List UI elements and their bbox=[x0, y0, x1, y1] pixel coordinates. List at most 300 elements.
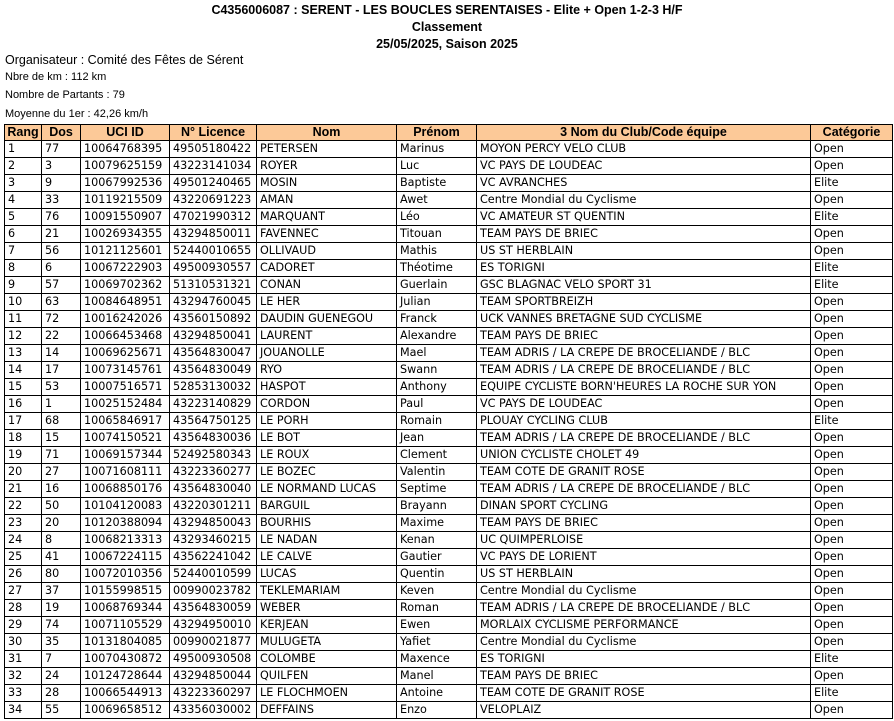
col-header-prenom: Prénom bbox=[397, 125, 477, 141]
cell-uci-id: 10016242026 bbox=[81, 311, 170, 328]
cell-club: MOYON PERCY VELO CLUB bbox=[477, 141, 811, 158]
cell-nom: BARGUIL bbox=[257, 498, 397, 515]
cell-club: ES TORIGNI bbox=[477, 651, 811, 668]
organisateur-text: Organisateur : Comité des Fêtes de Sérent bbox=[5, 53, 244, 67]
cell-club: UC QUIMPERLOISE bbox=[477, 532, 811, 549]
cell-uci-id: 10007516571 bbox=[81, 379, 170, 396]
date-season: 25/05/2025, Saison 2025 bbox=[376, 37, 518, 51]
cell-prenom: Clement bbox=[397, 447, 477, 464]
cell-uci-id: 10067224115 bbox=[81, 549, 170, 566]
cell-licence: 47021990312 bbox=[170, 209, 257, 226]
col-header-dos: Dos bbox=[42, 125, 81, 141]
cell-licence: 49505180422 bbox=[170, 141, 257, 158]
cell-rang: 7 bbox=[5, 243, 42, 260]
cell-dos: 16 bbox=[42, 481, 81, 498]
cell-nom: MARQUANT bbox=[257, 209, 397, 226]
cell-nom: FAVENNEC bbox=[257, 226, 397, 243]
cell-prenom: Antoine bbox=[397, 685, 477, 702]
cell-dos: 33 bbox=[42, 192, 81, 209]
cell-licence: 43220691223 bbox=[170, 192, 257, 209]
table-row bbox=[5, 158, 893, 175]
cell-rang: 13 bbox=[5, 345, 42, 362]
cell-prenom: Enzo bbox=[397, 702, 477, 719]
cell-nom: ROYER bbox=[257, 158, 397, 175]
cell-dos: 74 bbox=[42, 617, 81, 634]
cell-uci-id: 10091550907 bbox=[81, 209, 170, 226]
cell-club: US ST HERBLAIN bbox=[477, 566, 811, 583]
cell-rang: 25 bbox=[5, 549, 42, 566]
cell-nom: LE NORMAND LUCAS bbox=[257, 481, 397, 498]
table-row bbox=[5, 566, 893, 583]
cell-nom: KERJEAN bbox=[257, 617, 397, 634]
table-row bbox=[5, 345, 893, 362]
table-row bbox=[5, 447, 893, 464]
cell-uci-id: 10120388094 bbox=[81, 515, 170, 532]
cell-categorie: Open bbox=[811, 430, 893, 447]
cell-nom: COLOMBE bbox=[257, 651, 397, 668]
cell-rang: 30 bbox=[5, 634, 42, 651]
table-row bbox=[5, 430, 893, 447]
cell-categorie: Open bbox=[811, 464, 893, 481]
cell-licence: 43356030002 bbox=[170, 702, 257, 719]
table-row bbox=[5, 175, 893, 192]
cell-categorie: Open bbox=[811, 498, 893, 515]
cell-categorie: Elite bbox=[811, 175, 893, 192]
cell-uci-id: 10067992536 bbox=[81, 175, 170, 192]
cell-dos: 57 bbox=[42, 277, 81, 294]
cell-rang: 9 bbox=[5, 277, 42, 294]
col-header-club: 3 Nom du Club/Code équipe bbox=[477, 125, 811, 141]
cell-club: TEAM ADRIS / LA CREPE DE BROCELIANDE / BLC bbox=[477, 481, 811, 498]
cell-nom: CORDON bbox=[257, 396, 397, 413]
cell-club: UCK VANNES BRETAGNE SUD CYCLISME bbox=[477, 311, 811, 328]
cell-prenom: Luc bbox=[397, 158, 477, 175]
cell-dos: 50 bbox=[42, 498, 81, 515]
col-header-nom: Nom bbox=[257, 125, 397, 141]
cell-dos: 28 bbox=[42, 685, 81, 702]
cell-nom: LE PORH bbox=[257, 413, 397, 430]
cell-rang: 2 bbox=[5, 158, 42, 175]
cell-categorie: Open bbox=[811, 379, 893, 396]
cell-rang: 5 bbox=[5, 209, 42, 226]
cell-rang: 4 bbox=[5, 192, 42, 209]
cell-categorie: Open bbox=[811, 226, 893, 243]
cell-nom: OLLIVAUD bbox=[257, 243, 397, 260]
table-row bbox=[5, 549, 893, 566]
cell-dos: 68 bbox=[42, 413, 81, 430]
cell-prenom: Théotime bbox=[397, 260, 477, 277]
cell-dos: 3 bbox=[42, 158, 81, 175]
cell-uci-id: 10025152484 bbox=[81, 396, 170, 413]
cell-club: ES TORIGNI bbox=[477, 260, 811, 277]
cell-licence: 52440010599 bbox=[170, 566, 257, 583]
col-header-uci-id: UCI ID bbox=[81, 125, 170, 141]
table-row bbox=[5, 583, 893, 600]
table-row bbox=[5, 362, 893, 379]
cell-uci-id: 10064768395 bbox=[81, 141, 170, 158]
cell-uci-id: 10074150521 bbox=[81, 430, 170, 447]
cell-dos: 37 bbox=[42, 583, 81, 600]
table-row bbox=[5, 328, 893, 345]
cell-rang: 3 bbox=[5, 175, 42, 192]
table-row bbox=[5, 651, 893, 668]
cell-rang: 34 bbox=[5, 702, 42, 719]
cell-prenom: Septime bbox=[397, 481, 477, 498]
cell-club: UNION CYCLISTE CHOLET 49 bbox=[477, 447, 811, 464]
cell-club: TEAM ADRIS / LA CREPE DE BROCELIANDE / BLC bbox=[477, 430, 811, 447]
cell-categorie: Open bbox=[811, 532, 893, 549]
cell-club: TEAM COTE DE GRANIT ROSE bbox=[477, 685, 811, 702]
cell-nom: MULUGETA bbox=[257, 634, 397, 651]
cell-nom: HASPOT bbox=[257, 379, 397, 396]
cell-club: GSC BLAGNAC VELO SPORT 31 bbox=[477, 277, 811, 294]
cell-nom: LUCAS bbox=[257, 566, 397, 583]
cell-club: TEAM PAYS DE BRIEC bbox=[477, 515, 811, 532]
cell-uci-id: 10066544913 bbox=[81, 685, 170, 702]
cell-rang: 11 bbox=[5, 311, 42, 328]
cell-licence: 43564830036 bbox=[170, 430, 257, 447]
cell-categorie: Open bbox=[811, 481, 893, 498]
cell-uci-id: 10069658512 bbox=[81, 702, 170, 719]
cell-nom: CONAN bbox=[257, 277, 397, 294]
cell-licence: 49500930508 bbox=[170, 651, 257, 668]
cell-rang: 20 bbox=[5, 464, 42, 481]
cell-dos: 20 bbox=[42, 515, 81, 532]
cell-licence: 43294850041 bbox=[170, 328, 257, 345]
cell-licence: 00990021877 bbox=[170, 634, 257, 651]
table-row bbox=[5, 311, 893, 328]
cell-categorie: Open bbox=[811, 566, 893, 583]
table-row bbox=[5, 464, 893, 481]
cell-club: TEAM COTE DE GRANIT ROSE bbox=[477, 464, 811, 481]
cell-dos: 19 bbox=[42, 600, 81, 617]
table-row bbox=[5, 209, 893, 226]
cell-licence: 43293460215 bbox=[170, 532, 257, 549]
cell-nom: WEBER bbox=[257, 600, 397, 617]
cell-rang: 31 bbox=[5, 651, 42, 668]
cell-dos: 27 bbox=[42, 464, 81, 481]
table-row bbox=[5, 702, 893, 719]
cell-categorie: Open bbox=[811, 600, 893, 617]
cell-categorie: Open bbox=[811, 362, 893, 379]
cell-licence: 43564830059 bbox=[170, 600, 257, 617]
cell-prenom: Roman bbox=[397, 600, 477, 617]
cell-prenom: Valentin bbox=[397, 464, 477, 481]
cell-categorie: Open bbox=[811, 345, 893, 362]
cell-nom: LE BOZEC bbox=[257, 464, 397, 481]
cell-dos: 24 bbox=[42, 668, 81, 685]
cell-licence: 43562241042 bbox=[170, 549, 257, 566]
cell-prenom: Léo bbox=[397, 209, 477, 226]
cell-dos: 8 bbox=[42, 532, 81, 549]
cell-categorie: Elite bbox=[811, 260, 893, 277]
cell-categorie: Elite bbox=[811, 685, 893, 702]
cell-uci-id: 10065846917 bbox=[81, 413, 170, 430]
cell-categorie: Elite bbox=[811, 209, 893, 226]
cell-club: Centre Mondial du Cyclisme bbox=[477, 583, 811, 600]
table-row bbox=[5, 685, 893, 702]
cell-dos: 56 bbox=[42, 243, 81, 260]
cell-dos: 72 bbox=[42, 311, 81, 328]
table-row bbox=[5, 294, 893, 311]
cell-nom: DEFFAINS bbox=[257, 702, 397, 719]
table-row bbox=[5, 413, 893, 430]
cell-rang: 18 bbox=[5, 430, 42, 447]
table-row bbox=[5, 481, 893, 498]
cell-categorie: Open bbox=[811, 294, 893, 311]
cell-licence: 43294950010 bbox=[170, 617, 257, 634]
cell-uci-id: 10073145761 bbox=[81, 362, 170, 379]
cell-licence: 43223140829 bbox=[170, 396, 257, 413]
cell-licence: 51310531321 bbox=[170, 277, 257, 294]
cell-licence: 43294760045 bbox=[170, 294, 257, 311]
table-row bbox=[5, 243, 893, 260]
cell-club: TEAM PAYS DE BRIEC bbox=[477, 328, 811, 345]
cell-dos: 35 bbox=[42, 634, 81, 651]
cell-licence: 43564830040 bbox=[170, 481, 257, 498]
cell-dos: 21 bbox=[42, 226, 81, 243]
col-header-rang: Rang bbox=[5, 125, 42, 141]
cell-uci-id: 10104120083 bbox=[81, 498, 170, 515]
cell-uci-id: 10066453468 bbox=[81, 328, 170, 345]
cell-rang: 22 bbox=[5, 498, 42, 515]
cell-categorie: Elite bbox=[811, 651, 893, 668]
cell-rang: 23 bbox=[5, 515, 42, 532]
cell-uci-id: 10124728644 bbox=[81, 668, 170, 685]
table-row bbox=[5, 226, 893, 243]
cell-prenom: Quentin bbox=[397, 566, 477, 583]
cell-prenom: Paul bbox=[397, 396, 477, 413]
cell-uci-id: 10069702362 bbox=[81, 277, 170, 294]
cell-dos: 22 bbox=[42, 328, 81, 345]
cell-uci-id: 10121125601 bbox=[81, 243, 170, 260]
cell-nom: DAUDIN GUENEGOU bbox=[257, 311, 397, 328]
cell-rang: 26 bbox=[5, 566, 42, 583]
cell-rang: 15 bbox=[5, 379, 42, 396]
table-row bbox=[5, 396, 893, 413]
cell-prenom: Alexandre bbox=[397, 328, 477, 345]
cell-club: US ST HERBLAIN bbox=[477, 243, 811, 260]
cell-prenom: Franck bbox=[397, 311, 477, 328]
table-row bbox=[5, 498, 893, 515]
cell-club: VC AVRANCHES bbox=[477, 175, 811, 192]
classement-subtitle: Classement bbox=[411, 20, 483, 34]
cell-nom: LE BOT bbox=[257, 430, 397, 447]
cell-nom: JOUANOLLE bbox=[257, 345, 397, 362]
cell-nom: PETERSEN bbox=[257, 141, 397, 158]
cell-rang: 24 bbox=[5, 532, 42, 549]
cell-uci-id: 10026934355 bbox=[81, 226, 170, 243]
cell-categorie: Open bbox=[811, 158, 893, 175]
cell-prenom: Anthony bbox=[397, 379, 477, 396]
cell-dos: 14 bbox=[42, 345, 81, 362]
cell-prenom: Maxime bbox=[397, 515, 477, 532]
cell-prenom: Gautier bbox=[397, 549, 477, 566]
cell-prenom: Mael bbox=[397, 345, 477, 362]
cell-uci-id: 10071608111 bbox=[81, 464, 170, 481]
cell-categorie: Open bbox=[811, 634, 893, 651]
cell-club: VC PAYS DE LORIENT bbox=[477, 549, 811, 566]
cell-club: TEAM ADRIS / LA CREPE DE BROCELIANDE / BLC bbox=[477, 362, 811, 379]
table-row bbox=[5, 532, 893, 549]
cell-uci-id: 10079625159 bbox=[81, 158, 170, 175]
cell-categorie: Open bbox=[811, 668, 893, 685]
cell-dos: 6 bbox=[42, 260, 81, 277]
cell-prenom: Maxence bbox=[397, 651, 477, 668]
table-row bbox=[5, 379, 893, 396]
cell-categorie: Open bbox=[811, 549, 893, 566]
cell-nom: LE CALVE bbox=[257, 549, 397, 566]
partants-text: Nombre de Partants : 79 bbox=[5, 89, 125, 101]
cell-licence: 43223141034 bbox=[170, 158, 257, 175]
cell-categorie: Elite bbox=[811, 277, 893, 294]
cell-licence: 43560150892 bbox=[170, 311, 257, 328]
table-row bbox=[5, 600, 893, 617]
cell-dos: 15 bbox=[42, 430, 81, 447]
cell-dos: 17 bbox=[42, 362, 81, 379]
cell-nom: RYO bbox=[257, 362, 397, 379]
cell-rang: 8 bbox=[5, 260, 42, 277]
cell-club: Centre Mondial du Cyclisme bbox=[477, 192, 811, 209]
cell-uci-id: 10067222903 bbox=[81, 260, 170, 277]
cell-uci-id: 10131804085 bbox=[81, 634, 170, 651]
cell-dos: 71 bbox=[42, 447, 81, 464]
cell-uci-id: 10072010356 bbox=[81, 566, 170, 583]
cell-prenom: Awet bbox=[397, 192, 477, 209]
cell-licence: 43564830047 bbox=[170, 345, 257, 362]
cell-dos: 63 bbox=[42, 294, 81, 311]
cell-licence: 52492580343 bbox=[170, 447, 257, 464]
cell-licence: 43294850044 bbox=[170, 668, 257, 685]
cell-dos: 77 bbox=[42, 141, 81, 158]
cell-prenom: Jean bbox=[397, 430, 477, 447]
cell-uci-id: 10084648951 bbox=[81, 294, 170, 311]
distance-text: Nbre de km : 112 km bbox=[5, 71, 107, 83]
cell-nom: CADORET bbox=[257, 260, 397, 277]
cell-club: VELOPLAIZ bbox=[477, 702, 811, 719]
cell-club: TEAM PAYS DE BRIEC bbox=[477, 668, 811, 685]
cell-categorie: Open bbox=[811, 702, 893, 719]
col-header-categorie: Catégorie bbox=[811, 125, 893, 141]
cell-rang: 27 bbox=[5, 583, 42, 600]
cell-rang: 17 bbox=[5, 413, 42, 430]
cell-licence: 52440010655 bbox=[170, 243, 257, 260]
cell-uci-id: 10069157344 bbox=[81, 447, 170, 464]
cell-licence: 43223360277 bbox=[170, 464, 257, 481]
cell-rang: 1 bbox=[5, 141, 42, 158]
table-row bbox=[5, 260, 893, 277]
cell-uci-id: 10070430872 bbox=[81, 651, 170, 668]
cell-uci-id: 10068213313 bbox=[81, 532, 170, 549]
cell-uci-id: 10119215509 bbox=[81, 192, 170, 209]
cell-nom: LE FLOCHMOEN bbox=[257, 685, 397, 702]
cell-licence: 00990023782 bbox=[170, 583, 257, 600]
cell-rang: 16 bbox=[5, 396, 42, 413]
cell-club: TEAM ADRIS / LA CREPE DE BROCELIANDE / BLC bbox=[477, 600, 811, 617]
cell-nom: MOSIN bbox=[257, 175, 397, 192]
cell-rang: 28 bbox=[5, 600, 42, 617]
cell-club: VC PAYS DE LOUDEAC bbox=[477, 396, 811, 413]
cell-categorie: Open bbox=[811, 192, 893, 209]
cell-categorie: Open bbox=[811, 243, 893, 260]
cell-categorie: Open bbox=[811, 311, 893, 328]
cell-club: TEAM ADRIS / LA CREPE DE BROCELIANDE / BLC bbox=[477, 345, 811, 362]
cell-categorie: Open bbox=[811, 141, 893, 158]
cell-nom: LE ROUX bbox=[257, 447, 397, 464]
cell-licence: 43564830049 bbox=[170, 362, 257, 379]
cell-club: TEAM SPORTBREIZH bbox=[477, 294, 811, 311]
cell-nom: LE NADAN bbox=[257, 532, 397, 549]
table-row bbox=[5, 141, 893, 158]
cell-licence: 52853130032 bbox=[170, 379, 257, 396]
cell-dos: 9 bbox=[42, 175, 81, 192]
cell-nom: AMAN bbox=[257, 192, 397, 209]
cell-nom: BOURHIS bbox=[257, 515, 397, 532]
cell-licence: 43294850043 bbox=[170, 515, 257, 532]
cell-rang: 14 bbox=[5, 362, 42, 379]
cell-prenom: Titouan bbox=[397, 226, 477, 243]
cell-nom: TEKLEMARIAM bbox=[257, 583, 397, 600]
cell-prenom: Swann bbox=[397, 362, 477, 379]
cell-uci-id: 10155998515 bbox=[81, 583, 170, 600]
cell-categorie: Open bbox=[811, 396, 893, 413]
cell-licence: 43564750125 bbox=[170, 413, 257, 430]
col-header-licence: N° Licence bbox=[170, 125, 257, 141]
cell-dos: 76 bbox=[42, 209, 81, 226]
cell-licence: 49501240465 bbox=[170, 175, 257, 192]
cell-uci-id: 10071105529 bbox=[81, 617, 170, 634]
cell-rang: 12 bbox=[5, 328, 42, 345]
cell-prenom: Marinus bbox=[397, 141, 477, 158]
cell-rang: 19 bbox=[5, 447, 42, 464]
cell-club: EQUIPE CYCLISTE BORN'HEURES LA ROCHE SUR YON bbox=[477, 379, 811, 396]
results-body bbox=[5, 141, 893, 719]
cell-categorie: Open bbox=[811, 328, 893, 345]
cell-licence: 43223360297 bbox=[170, 685, 257, 702]
table-row bbox=[5, 634, 893, 651]
cell-club: PLOUAY CYCLING CLUB bbox=[477, 413, 811, 430]
cell-club: DINAN SPORT CYCLING bbox=[477, 498, 811, 515]
table-row bbox=[5, 617, 893, 634]
cell-prenom: Manel bbox=[397, 668, 477, 685]
cell-licence: 49500930557 bbox=[170, 260, 257, 277]
cell-prenom: Mathis bbox=[397, 243, 477, 260]
table-row bbox=[5, 192, 893, 209]
table-header-row bbox=[5, 125, 893, 141]
cell-uci-id: 10068850176 bbox=[81, 481, 170, 498]
cell-uci-id: 10068769344 bbox=[81, 600, 170, 617]
table-row bbox=[5, 277, 893, 294]
cell-licence: 43220301211 bbox=[170, 498, 257, 515]
cell-categorie: Elite bbox=[811, 413, 893, 430]
cell-club: VC PAYS DE LOUDEAC bbox=[477, 158, 811, 175]
results-table bbox=[4, 124, 893, 719]
cell-categorie: Open bbox=[811, 515, 893, 532]
table-row bbox=[5, 668, 893, 685]
cell-categorie: Open bbox=[811, 617, 893, 634]
cell-prenom: Romain bbox=[397, 413, 477, 430]
cell-dos: 55 bbox=[42, 702, 81, 719]
cell-club: MORLAIX CYCLISME PERFORMANCE bbox=[477, 617, 811, 634]
cell-club: VC AMATEUR ST QUENTIN bbox=[477, 209, 811, 226]
cell-rang: 33 bbox=[5, 685, 42, 702]
cell-prenom: Keven bbox=[397, 583, 477, 600]
cell-rang: 6 bbox=[5, 226, 42, 243]
cell-dos: 7 bbox=[42, 651, 81, 668]
cell-prenom: Brayann bbox=[397, 498, 477, 515]
cell-rang: 29 bbox=[5, 617, 42, 634]
cell-prenom: Julian bbox=[397, 294, 477, 311]
